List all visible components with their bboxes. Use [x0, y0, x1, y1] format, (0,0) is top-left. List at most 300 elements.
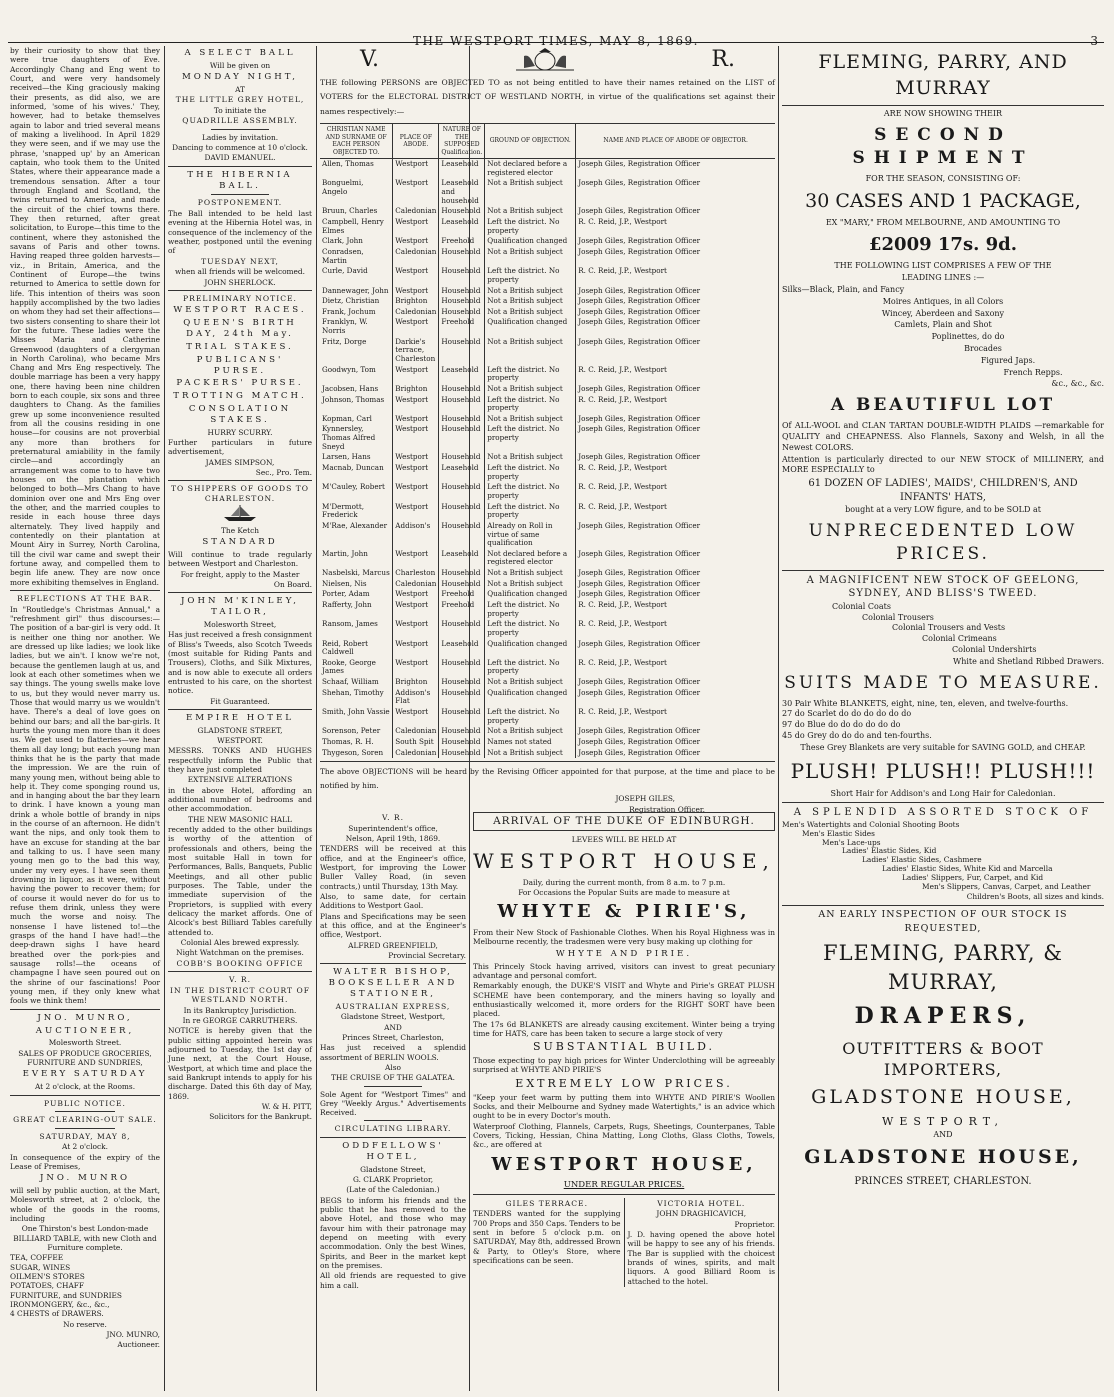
masthead	[8, 4, 1104, 48]
table-cell: R. C. Reid, J.P., Westport	[576, 600, 775, 619]
table-cell: Left the district. No property	[485, 707, 576, 726]
reflections-text: In "Routledge's Christmas Annual," a "refreshment girl" thus discourses:—The position of a bar-girl is very odd. It is neither one thing nor another. We are dressed up like ladies; we look like ladies, but we ain't. I know we're not, because the gentlemen laugh at us, and look at each other sometimes when we say things. The young swells make love to us, but they would never marry us. Those that would marry us we wouldn't have. There's a deal of love goes on behind our bars; and all the bar-girls. It hurts the young men more than it does us. We get used to flatteries—we hear them all day long; but each young man thinks that he is the party that made the impression. We are the ruin of many young men, without being able to help it. They come sponging round us, and in hanging about the bar they learn to drink. I have known a young man drink a whole bottle of brandy in nips in the course of an afternoon. He didn't want the nips, and only took them to have an excuse for standing at the bar and talking to us. I have seen many young men go to the bad this way, under my very eyes. I have seen them drowning in liquor, as it were, without having the power to recover them; for of course it would never do for us to refuse them drink, unless they were much the worse and noisy. The nonsense I have listened to!—the grasps of the hand I have had!—the deep-drawn sighs I have heard breathed over the pork-pies and sausage rolls!—the oceans of champagne I have seen poured out on the shrine of our fascinations! Poor young men, if they only knew what fools we think them!	[10, 604, 160, 1006]
list-item: Colonial Coats	[832, 601, 891, 611]
table-row	[320, 549, 775, 568]
victoria-proprietor: JOHN DRAGHICAVICH,	[656, 1209, 747, 1219]
table-row	[320, 463, 775, 482]
court-vr: V. R.	[228, 975, 252, 985]
keep-text: "Keep your feet warm by putting them into WHYTE AND PIRIE'S Woollen Socks, and their Melbourne and Sydney made Watertights," is an advice which ought to be in every Doctor's mouth.	[473, 1092, 775, 1121]
objections-intro: THE following PERSONS are OBJECTED TO as not being entitled to have their names retained on the LIST of VOTERS for the ELECTORAL DISTRICT OF WESTLAND NORTH, in virtue of the qualifications set against their names respectively:—	[320, 77, 775, 116]
now-showing: ARE NOW SHOWING THEIR	[883, 109, 1003, 119]
amount: £2009 17s. 9d.	[869, 234, 1017, 256]
season: FOR THE SEASON, CONSISTING OF:	[865, 173, 1021, 183]
popular-suits: For Occasions the Popular Suits are made to measure at	[518, 888, 730, 898]
table-cell: Not declared before a registered elector	[485, 159, 576, 179]
divider	[320, 1137, 466, 1138]
race-further: Further particulars in future advertisement,	[168, 438, 312, 457]
race-event: PUBLICANS' PURSE.	[196, 354, 284, 376]
column-header: GROUND OF OBJECTION.	[485, 123, 576, 158]
table-cell: Not a British subject	[485, 247, 576, 266]
mckinley-heading: JOHN M'KINLEY, TAILOR,	[180, 596, 299, 618]
table-cell: Joseph Giles, Registration Officer	[576, 677, 775, 688]
table-cell: Household	[439, 748, 485, 759]
column-2	[168, 46, 312, 1391]
whyte-pirie-heading: WHYTE & PIRIE'S,	[497, 901, 751, 923]
table-cell: Brighton	[393, 677, 439, 688]
table-cell: Goodwyn, Tom	[322, 364, 376, 374]
table-cell: Leasehold	[439, 365, 485, 384]
fleming-heading: FLEMING, PARRY, AND MURRAY	[818, 51, 1068, 99]
cases-heading: 30 CASES AND 1 PACKAGE,	[805, 189, 1081, 212]
postponement: POSTPONEMENT.	[197, 198, 283, 208]
table-cell: Freehold	[439, 236, 485, 247]
table-cell: Thygeson, Soren	[322, 747, 384, 757]
daily-hours: Daily, during the current month, from 8 a.m. to 7 p.m.	[522, 877, 726, 887]
table-cell: Not a British subject	[485, 568, 576, 579]
race-event: TRIAL STAKES.	[186, 341, 294, 352]
list-item: SUGAR, WINES	[10, 1262, 71, 1272]
table-row	[320, 600, 775, 619]
empire-heading: EMPIRE HOTEL	[186, 712, 294, 723]
second-shipment: SECOND SHIPMENT	[852, 125, 1034, 169]
table-cell: Not a British subject	[485, 414, 576, 425]
public-notice-heading: PUBLIC NOTICE.	[44, 1098, 126, 1108]
table-cell: Caledonian	[393, 206, 439, 217]
table-cell: Joseph Giles, Registration Officer	[576, 159, 775, 179]
early-inspection: AN EARLY INSPECTION OF OUR STOCK IS	[818, 908, 1068, 920]
tender-signature: ALFRED GREENFIELD,	[348, 940, 438, 950]
table-row	[320, 677, 775, 688]
table-cell: Not a British subject	[485, 296, 576, 307]
oddfellows-proprietor: G. CLARK Proprietor,	[352, 1175, 434, 1185]
table-cell: Household	[439, 296, 485, 307]
bottom-ads	[473, 1198, 775, 1287]
column-1	[10, 46, 160, 1391]
table-row	[320, 579, 775, 590]
table-cell: Caledonian	[393, 726, 439, 737]
blanket-blue: 97 do Blue do do do do do do	[782, 720, 901, 730]
table-row	[320, 206, 775, 217]
royal-crest-icon	[510, 48, 580, 72]
sale-date: SATURDAY, MAY 8,	[39, 1131, 131, 1141]
list-item: Men's Elastic Sides	[802, 828, 875, 838]
table-row	[320, 365, 775, 384]
table-cell: Left the district. No property	[485, 266, 576, 285]
table-cell: Nasbelski, Marcus	[322, 568, 390, 578]
victoria-role: Proprietor.	[734, 1219, 775, 1229]
table-row	[320, 414, 775, 425]
table-cell: Not a British subject	[485, 748, 576, 759]
table-cell: Westport	[393, 502, 439, 521]
column-rule	[316, 46, 317, 1391]
colonial-list	[782, 602, 1104, 668]
munro-name: JNO. MUNRO,	[37, 1012, 133, 1023]
table-cell: Joseph Giles, Registration Officer	[576, 307, 775, 318]
table-cell: Westport	[393, 217, 439, 236]
list-item: Brocades	[964, 344, 1002, 354]
table-cell: South Spit	[393, 737, 439, 748]
table-cell: Freehold	[439, 317, 485, 336]
table-cell: Household	[439, 395, 485, 414]
tender-place: Nelson, April 19th, 1869.	[345, 833, 441, 843]
unprecedented: UNPRECEDENTED LOW PRICES.	[808, 520, 1078, 564]
in-re: In re GEORGE CARRUTHERS.	[182, 1016, 298, 1026]
race-signature: JAMES SIMPSON,	[205, 457, 275, 467]
table-cell: Charleston	[393, 568, 439, 579]
mckinley-text: Has just received a fresh consignment of Bliss's Tweeds, also Scotch Tweeds (most suitable for Riding Pants and Trousers), Cloths, and Silk Mixtures, and is now able to execute all orders entrusted to his care, on the shortest notice.	[168, 630, 312, 696]
table-cell: Leasehold	[439, 217, 485, 236]
leading-lines: LEADING LINES :—	[901, 273, 985, 283]
munro-auction-name: JNO. MUNRO	[39, 1173, 131, 1184]
table-cell: Joseph Giles, Registration Officer	[576, 286, 775, 297]
table-cell: Martin, John	[322, 548, 368, 558]
table-cell: Qualification changed	[485, 236, 576, 247]
those-text: Those expecting to pay high prices for Winter Underclothing will be agreeably surprised at WHYTE AND PIRIE'S	[473, 1056, 775, 1075]
bishop-heading: WALTER BISHOP, BOOKSELLER AND STATIONER,	[328, 967, 458, 999]
column-header: CHRISTIAN NAME AND SURNAME OF EACH PERSON OBJECTED TO.	[320, 123, 393, 158]
list-item: 4 CHESTS of DRAWERS.	[10, 1309, 104, 1319]
shippers-heading: TO SHIPPERS OF GOODS TO CHARLESTON.	[170, 484, 310, 503]
table-cell: Thomas, R. H.	[322, 736, 374, 746]
table-cell: R. C. Reid, J.P., Westport	[576, 266, 775, 285]
list-item: Wincey, Aberdeen and Saxony	[881, 308, 1005, 318]
table-cell: Joseph Giles, Registration Officer	[576, 726, 775, 737]
table-row	[320, 688, 775, 707]
table-cell: Westport	[393, 159, 439, 179]
list-item: Ladies' Elastic Sides, Kid	[842, 846, 937, 856]
extremely-low: EXTREMELY LOW PRICES.	[515, 1076, 733, 1090]
table-cell: Westport	[393, 658, 439, 677]
table-cell: Not declared before a registered elector	[485, 549, 576, 568]
oddfellows-address: Gladstone Street,	[360, 1164, 426, 1174]
table-cell: Already on Roll in virtue of same qualification	[485, 521, 576, 549]
table-cell: Westport	[393, 414, 439, 425]
munro-sales: SALES OF PRODUCE GROCERIES, FURNITURE AND SUNDRIES,	[18, 1048, 152, 1068]
divider	[473, 1194, 775, 1195]
table-cell: Household	[439, 521, 485, 549]
bishop-address-1: Gladstone Street, Westport,	[340, 1012, 446, 1022]
table-cell: Johnson, Thomas	[322, 394, 385, 404]
divider	[10, 1095, 160, 1096]
table-row	[320, 384, 775, 395]
table-cell: Not a British subject	[485, 206, 576, 217]
ball-signature: DAVID EMANUEL.	[204, 153, 276, 163]
clearing-sale-heading: GREAT CLEARING-OUT SALE.	[13, 1115, 157, 1125]
race-role: Sec., Pro. Tem.	[255, 467, 312, 477]
ball-line: THE LITTLE GREY HOTEL,	[175, 95, 305, 105]
levees: LEVEES WILL BE HELD AT	[571, 835, 677, 845]
table-cell: R. C. Reid, J.P., Westport	[576, 502, 775, 521]
table-cell: Joseph Giles, Registration Officer	[576, 206, 775, 217]
table-cell: Franklyn, W. Norris	[322, 317, 368, 336]
table-cell: Not a British subject	[485, 178, 576, 206]
table-row	[320, 424, 775, 452]
table-cell: Household	[439, 307, 485, 318]
empire-address: GLADSTONE STREET,	[197, 725, 283, 735]
table-cell: Not a British subject	[485, 307, 576, 318]
victoria-heading: VICTORIA HOTEL.	[657, 1198, 746, 1208]
table-row	[320, 619, 775, 638]
table-cell: Dietz, Christian	[322, 296, 380, 306]
table-cell: Left the district. No property	[485, 217, 576, 236]
munro-role: AUCTIONEER,	[35, 1025, 135, 1036]
table-cell: Joseph Giles, Registration Officer	[576, 414, 775, 425]
divider	[782, 905, 1104, 906]
table-row	[320, 236, 775, 247]
table-cell: Joseph Giles, Registration Officer	[576, 424, 775, 452]
hibernia-text: The Ball intended to be held last evening at the Hibernia Hotel was, in consequence of the inclemency of the weather, postponed until the evening of	[168, 208, 312, 256]
table-cell: Westport	[393, 600, 439, 619]
ball-line: AT	[235, 84, 245, 94]
table-cell: Left the district. No property	[485, 658, 576, 677]
table-row	[320, 521, 775, 549]
table-cell: Joseph Giles, Registration Officer	[576, 317, 775, 336]
table-cell: Qualification changed	[485, 317, 576, 336]
table-cell: Macnab, Duncan	[322, 463, 384, 473]
table-cell: R. C. Reid, J.P., Westport	[576, 365, 775, 384]
on-board: On Board.	[273, 579, 312, 589]
bishop-express: AUSTRALIAN EXPRESS,	[335, 1001, 451, 1011]
dozen-hats: 61 DOZEN OF LADIES', MAIDS', CHILDREN'S, AND INFANTS' HATS,	[808, 478, 1078, 503]
list-item: &c., &c., &c.	[1051, 379, 1104, 389]
bought-text: bought at a very LOW figure, and to be SOLD at	[845, 505, 1041, 515]
giles-text: TENDERS wanted for the supplying 700 Props and 350 Caps. Tenders to be sent in before 5 o'clock p.m. on SATURDAY, May 8th, addressed Brown & Party, to Otley's Store, where specifications can be seen.	[473, 1209, 621, 1266]
divider	[782, 570, 1104, 571]
list-item: Men's Slippers, Canvas, Carpet, and Leather	[922, 881, 1091, 891]
table-cell: Left the district. No property	[485, 424, 576, 452]
table-cell: Westport	[393, 178, 439, 206]
oddfellows-late: (Late of the Caledonian.)	[346, 1185, 440, 1195]
library-heading: CIRCULATING LIBRARY.	[334, 1124, 452, 1134]
divider	[211, 129, 269, 130]
table-row	[320, 317, 775, 336]
signature-name: JNO. MUNRO,	[106, 1329, 160, 1339]
ball-line: QUADRILLE ASSEMBLY.	[182, 116, 298, 126]
table-cell: Westport	[393, 639, 439, 658]
duke-from: From their New Stock of Fashionable Clothes. When his Royal Highness was in Melbourne recently, the tradesmen were very busy making up clothing for	[473, 928, 775, 947]
list-item: POTATOES, CHAFF	[10, 1281, 85, 1291]
table-cell: Kopman, Carl	[322, 413, 372, 423]
objections-notice	[320, 46, 775, 814]
list-item: Colonial Trousers and Vests	[892, 623, 1006, 633]
divider	[55, 1111, 115, 1112]
table-cell: Household	[439, 726, 485, 737]
tender-vr: V. R.	[381, 813, 405, 822]
table-cell: Left the district. No property	[485, 482, 576, 501]
bishop-also: Also	[385, 1062, 401, 1072]
munro-time: At 2 o'clock, at the Rooms.	[34, 1082, 136, 1092]
table-cell: Nielsen, Nis	[322, 578, 367, 588]
table-cell: Not a British subject	[485, 726, 576, 737]
princely-text: This Princely Stock having arrived, visitors can invest to great pecuniary advantage and personal comfort.	[473, 961, 775, 980]
blanket-grey: 45 do Grey do do do and ten-fourths.	[782, 730, 932, 740]
reflections-heading: REFLECTIONS AT THE BAR.	[17, 594, 153, 604]
list-item: Camlets, Plain and Shot	[894, 320, 992, 330]
divider	[211, 194, 269, 195]
table-cell: Household	[439, 677, 485, 688]
table-row	[320, 337, 775, 365]
table-cell: Westport	[393, 619, 439, 638]
table-cell: Leasehold	[439, 639, 485, 658]
table-cell: Qualification changed	[485, 639, 576, 658]
table-cell: Joseph Giles, Registration Officer	[576, 178, 775, 206]
table-cell: Joseph Giles, Registration Officer	[576, 639, 775, 658]
table-cell: Left the district. No property	[485, 619, 576, 638]
table-cell: Left the district. No property	[485, 463, 576, 482]
table-cell: Joseph Giles, Registration Officer	[576, 579, 775, 590]
list-intro: THE FOLLOWING LIST COMPRISES A FEW OF THE	[834, 261, 1052, 271]
table-cell: Schaaf, William	[322, 677, 379, 687]
table-cell: Westport	[393, 589, 439, 600]
table-cell: Joseph Giles, Registration Officer	[576, 589, 775, 600]
list-item: TEA, COFFEE	[10, 1253, 64, 1263]
table-cell: Left the district. No property	[485, 502, 576, 521]
column-3-lower	[320, 812, 466, 1391]
table-cell: Westport	[393, 266, 439, 285]
table-cell: Household	[439, 206, 485, 217]
table-cell: Addison's Flat	[393, 688, 439, 707]
extensive-alterations: EXTENSIVE ALTERATIONS	[187, 775, 293, 785]
table-cell: Joseph Giles, Registration Officer	[576, 384, 775, 395]
races-heading: WESTPORT RACES.	[173, 305, 307, 316]
victoria-text: J. D. having opened the above hotel will be happy to see any of his friends. The Bar is supplied with the choicest brands of wines, spirits, and malt liquors. A good Billiard Room is attached to the hotel.	[627, 1230, 775, 1286]
blanket-pairs: 30 Pair White BLANKETS, eight, nine, ten, eleven, and twelve-fourths.	[782, 698, 1069, 708]
beautiful-lot: A BEAUTIFUL LOT	[830, 395, 1056, 416]
table-cell: Left the district. No property	[485, 600, 576, 619]
table-cell: Smith, John Vassie	[322, 707, 390, 717]
table-cell: Caledonian	[393, 307, 439, 318]
table-cell: Household	[439, 502, 485, 521]
table-cell: Westport	[393, 424, 439, 452]
divider	[55, 1128, 115, 1129]
short-hair: Short Hair for Addison's and Long Hair for Caledonian.	[830, 788, 1056, 798]
court-text: NOTICE is hereby given that the public sitting appointed herein was adjourned to Tuesday, the 1st day of June next, at the Court House, Westport, at which time and place the said Bankrupt intends to apply for his discharge. Dated this 6th day of May, 1869.	[168, 1026, 312, 1101]
list-item: FURNITURE, and SUNDRIES	[10, 1290, 122, 1300]
oddfellows-text: BEGS to inform his friends and the public that he has removed to the above Hotel, and those who may favour him with their patronage may depend on meeting with every accommodation. Only the best Wines, Spirits, and Beer in the market kept on the premises.	[320, 1195, 466, 1270]
v-letter: V.	[360, 47, 380, 72]
ship-icon	[168, 504, 312, 524]
queens-birthday: QUEEN'S BIRTH DAY, 24th May.	[183, 318, 297, 340]
table-cell: Qualification changed	[485, 589, 576, 600]
column-header: PLACE OF ABODE.	[393, 123, 439, 158]
table-cell: Joseph Giles, Registration Officer	[576, 688, 775, 707]
tender-text: TENDERS will be received at this office, and at the Engineer's office, Westport, for improving the Lower Buller Valley Road, (in seven contracts,) until Thursday, 13th May.	[320, 844, 466, 891]
table-cell: Joseph Giles, Registration Officer	[576, 296, 775, 307]
vr-heading	[320, 46, 775, 74]
table-cell: Westport	[393, 286, 439, 297]
standard-text: Will continue to trade regularly between Westport and Charleston.	[168, 549, 312, 569]
drapers: DRAPERS,	[854, 1003, 1032, 1030]
table-cell: Household	[439, 619, 485, 638]
table-cell: Ransom, James	[322, 619, 378, 629]
empire-town: WESTPORT.	[217, 736, 263, 745]
table-cell: Household	[439, 688, 485, 707]
list-item: IRONMONGERY, &c., &c.,	[10, 1299, 110, 1309]
duke-heading: ARRIVAL OF THE DUKE OF EDINBURGH.	[473, 812, 775, 831]
table-cell: Darkie's terrace, Charleston	[393, 337, 439, 365]
table-cell: R. C. Reid, J.P., Westport	[576, 217, 775, 236]
race-event: PACKERS' PURSE.	[176, 378, 304, 389]
table-cell: Household	[439, 424, 485, 452]
table-cell: Household	[439, 482, 485, 501]
table-cell: Jacobsen, Hans	[322, 383, 379, 393]
table-row	[320, 159, 775, 179]
galatea: THE CRUISE OF THE GALATEA.	[330, 1073, 456, 1083]
preliminary-notice: PRELIMINARY NOTICE.	[183, 293, 297, 303]
table-row	[320, 707, 775, 726]
princes-street: PRINCES STREET, CHARLESTON.	[854, 1175, 1032, 1187]
table-row	[320, 307, 775, 318]
table-cell: Leasehold and household	[439, 178, 485, 206]
court-heading: IN THE DISTRICT COURT OF WESTLAND NORTH.	[169, 985, 311, 1005]
table-cell: M'Dermott, Frederick	[322, 501, 364, 520]
column-rule	[164, 46, 165, 1391]
bishop-text: Has just received a splendid assortment of BERLIN WOOLS.	[320, 1043, 466, 1062]
list-item: Poplinettes, do do	[931, 332, 1005, 342]
hibernia-heading: THE HIBERNIA BALL.	[187, 169, 293, 191]
table-cell: Leasehold	[439, 549, 485, 568]
blanket-scarlet: 27 do Scarlet do do do do do do	[782, 709, 912, 719]
ball-line: Will be given on	[209, 60, 271, 70]
magnificent: A MAGNIFICENT NEW STOCK OF GEELONG, SYDNEY, AND BLISS'S TWEED.	[806, 574, 1080, 600]
splendid-stock: A SPLENDID ASSORTED STOCK OF	[793, 807, 1093, 819]
race-event: TROTTING MATCH.	[173, 391, 307, 402]
table-cell: Not a British subject	[485, 677, 576, 688]
table-cell: Household	[439, 384, 485, 395]
ball-line: MONDAY NIGHT,	[182, 72, 298, 83]
giles-ad	[473, 1198, 625, 1287]
table-cell: Brighton	[393, 296, 439, 307]
westport-house-heading: WESTPORT HOUSE,	[473, 848, 775, 873]
list-item: French Repps.	[1003, 367, 1063, 377]
table-cell: Joseph Giles, Registration Officer	[576, 737, 775, 748]
list-item: Men's Lace-ups	[822, 837, 881, 847]
table-cell: Household	[439, 247, 485, 266]
table-cell: Household	[439, 337, 485, 365]
court-signature: W. & H. PITT,	[261, 1102, 312, 1112]
divider	[320, 761, 775, 762]
table-cell: Porter, Adam	[322, 589, 370, 599]
divider	[168, 290, 312, 291]
ball-line: To initiate the	[213, 105, 267, 115]
race-event: CONSOLATION STAKES.	[188, 404, 292, 425]
hibernia-signature: JOHN SHERLOCK.	[204, 277, 276, 287]
table-cell: Clark, John	[322, 236, 363, 246]
mckinley-address: Molesworth Street,	[203, 619, 277, 629]
table-cell: Names not stated	[485, 737, 576, 748]
page-number: 3	[1090, 34, 1098, 48]
table-cell: Joseph Giles, Registration Officer	[576, 568, 775, 579]
table-cell: Joseph Giles, Registration Officer	[576, 452, 775, 463]
table-cell: Joseph Giles, Registration Officer	[576, 337, 775, 365]
table-cell: Caledonian	[393, 748, 439, 759]
ketch: The Ketch	[221, 525, 259, 535]
victoria-ad	[625, 1198, 776, 1287]
table-cell: Leasehold	[439, 159, 485, 179]
tender-text-2: Also, to same date, for certain Additions to Westport Gaol.	[320, 891, 466, 911]
table-row	[320, 482, 775, 501]
fleming-parry-murray: FLEMING, PARRY, & MURRAY,	[823, 941, 1063, 994]
table-cell: Rafferty, John	[322, 600, 372, 609]
tender-role: Provincial Secretary.	[388, 950, 466, 960]
objections-role: Registration Officer.	[629, 804, 705, 814]
table-cell: Dannewager, John	[322, 285, 389, 295]
table-cell: Household	[439, 266, 485, 285]
table-cell: Joseph Giles, Registration Officer	[576, 549, 775, 568]
gladstone-house: GLADSTONE HOUSE,	[811, 1085, 1075, 1108]
list-item: Colonial Undershirts	[952, 645, 1037, 655]
masonic-hall: THE NEW MASONIC HALL	[188, 814, 292, 824]
